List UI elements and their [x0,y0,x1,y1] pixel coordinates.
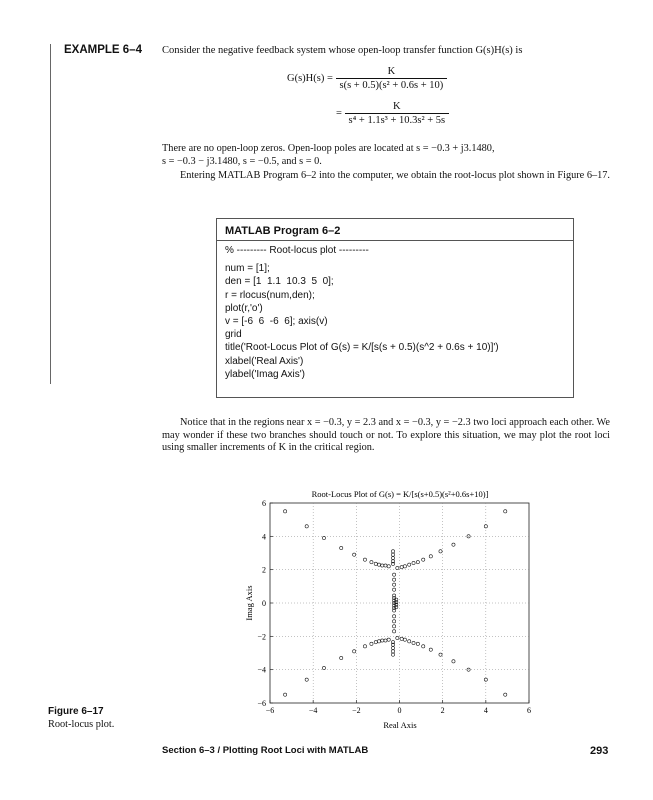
locus-point [504,510,507,513]
x-tick-label: 2 [440,706,445,715]
code-line: grid [225,329,242,341]
y-tick-label: −4 [257,665,266,675]
locus-point [416,642,419,645]
locus-point [377,640,380,643]
footer-section: Section 6–3 / Plotting Root Loci with MATLAB [162,745,369,756]
code-comment: % --------- Root-locus plot --------- [225,245,369,256]
locus-point [429,555,432,558]
locus-point [429,648,432,651]
code-line: plot(r,'o') [225,302,263,314]
locus-point [393,615,396,618]
locus-point [504,693,507,696]
paragraph-notice: Notice that in the regions near x = −0.3, y = 2.3 and x = −0.3, y = −2.3 two loci approach each other. We may wonder if these two branches should touch or not. To explore this situation, we may plot the root loci using smaller increments of K in the critical region. [162,417,610,453]
x-tick-label: −6 [265,706,275,715]
locus-point [393,583,396,586]
fraction-1-numerator: K [387,66,396,77]
x-tick-label: −2 [352,706,361,715]
locus-point [422,558,425,561]
locus-point [393,573,396,576]
locus-point [387,638,390,641]
fraction-1-denominator: s(s + 0.5)(s² + 0.6s + 10) [336,78,448,91]
matlab-program-title: MATLAB Program 6–2 [217,219,573,241]
locus-point [439,653,442,656]
locus-point [391,553,394,556]
locus-point [412,641,415,644]
locus-point [374,641,377,644]
fraction-2-numerator: K [393,101,401,112]
locus-point [322,666,325,669]
locus-point [377,563,380,566]
locus-point [340,656,343,659]
y-tick-label: 4 [262,532,266,542]
locus-point [422,645,425,648]
code-line: num = [1]; [225,263,270,275]
equation-lhs: G(s)H(s) = [287,73,333,84]
locus-point [384,564,387,567]
locus-point [391,653,394,656]
x-tick-label: −4 [308,706,318,715]
locus-point [393,578,396,581]
locus-point [381,564,384,567]
locus-point [400,566,403,569]
page-number: 293 [590,745,609,757]
figure-caption-text: Root-locus plot. [48,719,115,730]
locus-point [393,625,396,628]
paragraph-poles-line-1: There are no open-loop zeros. Open-loop poles are located at s = −0.3 + j3.1480, [162,143,495,154]
locus-point [393,620,396,623]
locus-point [393,630,396,633]
locus-point [384,639,387,642]
locus-point [363,645,366,648]
locus-point [305,678,308,681]
locus-point [393,588,396,591]
locus-point [374,562,377,565]
chart-xlabel: Real Axis [383,720,417,730]
locus-point [412,561,415,564]
locus-point [439,550,442,553]
locus-point [408,563,411,566]
code-line: den = [1 1.1 10.3 5 0]; [225,276,334,288]
equation-equals: = [336,108,342,119]
locus-point [391,556,394,559]
locus-point [387,565,390,568]
locus-point [284,693,287,696]
y-tick-label: −2 [257,632,266,642]
fraction-2-denominator: s⁴ + 1.1s³ + 10.3s² + 5s [345,113,450,126]
x-tick-label: 0 [397,706,402,715]
example-intro: Consider the negative feedback system whose open-loop transfer function G(s)H(s) is [162,45,523,56]
locus-point [370,561,373,564]
locus-point [322,536,325,539]
locus-point [353,650,356,653]
y-tick-label: −6 [257,699,266,708]
locus-point [305,525,308,528]
locus-point [381,639,384,642]
locus-point [353,553,356,556]
code-line: xlabel('Real Axis') [225,355,304,367]
x-tick-label: 6 [527,706,531,715]
locus-point [400,637,403,640]
locus-point [403,638,406,641]
code-line: title('Root-Locus Plot of G(s) = K/[s(s + 0.5)(s^2 + 0.6s + 10)]') [225,342,499,354]
locus-point [391,650,394,653]
code-line: v = [-6 6 -6 6]; axis(v) [225,316,328,328]
locus-point [284,510,287,513]
figure-number: Figure 6–17 [48,706,104,717]
locus-point [408,640,411,643]
paragraph-poles-line-2: s = −0.3 − j3.1480, s = −0.5, and s = 0. [162,155,322,167]
chart-title: Root-Locus Plot of G(s) = K/[s(s+0.5)(s²+0.6s+10)] [311,489,489,499]
locus-point [403,565,406,568]
code-line: ylabel('Imag Axis') [225,368,305,380]
x-tick-label: 4 [483,706,488,715]
locus-point [416,561,419,564]
code-line: r = rlocus(num,den); [225,289,315,301]
locus-point [396,636,399,639]
locus-point [452,543,455,546]
paragraph-entering: Entering MATLAB Program 6–2 into the computer, we obtain the root-locus plot shown in Figure 6–17. [180,170,610,181]
locus-point [340,546,343,549]
y-tick-label: 6 [262,499,266,508]
figure-caption [48,705,114,731]
chart-ylabel: Imag Axis [244,585,254,621]
locus-point [391,550,394,553]
example-label: EXAMPLE 6–4 [64,44,142,56]
locus-point [370,642,373,645]
y-tick-label: 2 [262,565,266,575]
locus-point [391,646,394,649]
y-tick-label: 0 [262,599,266,608]
locus-point [452,660,455,663]
locus-point [363,558,366,561]
locus-point [396,566,399,569]
